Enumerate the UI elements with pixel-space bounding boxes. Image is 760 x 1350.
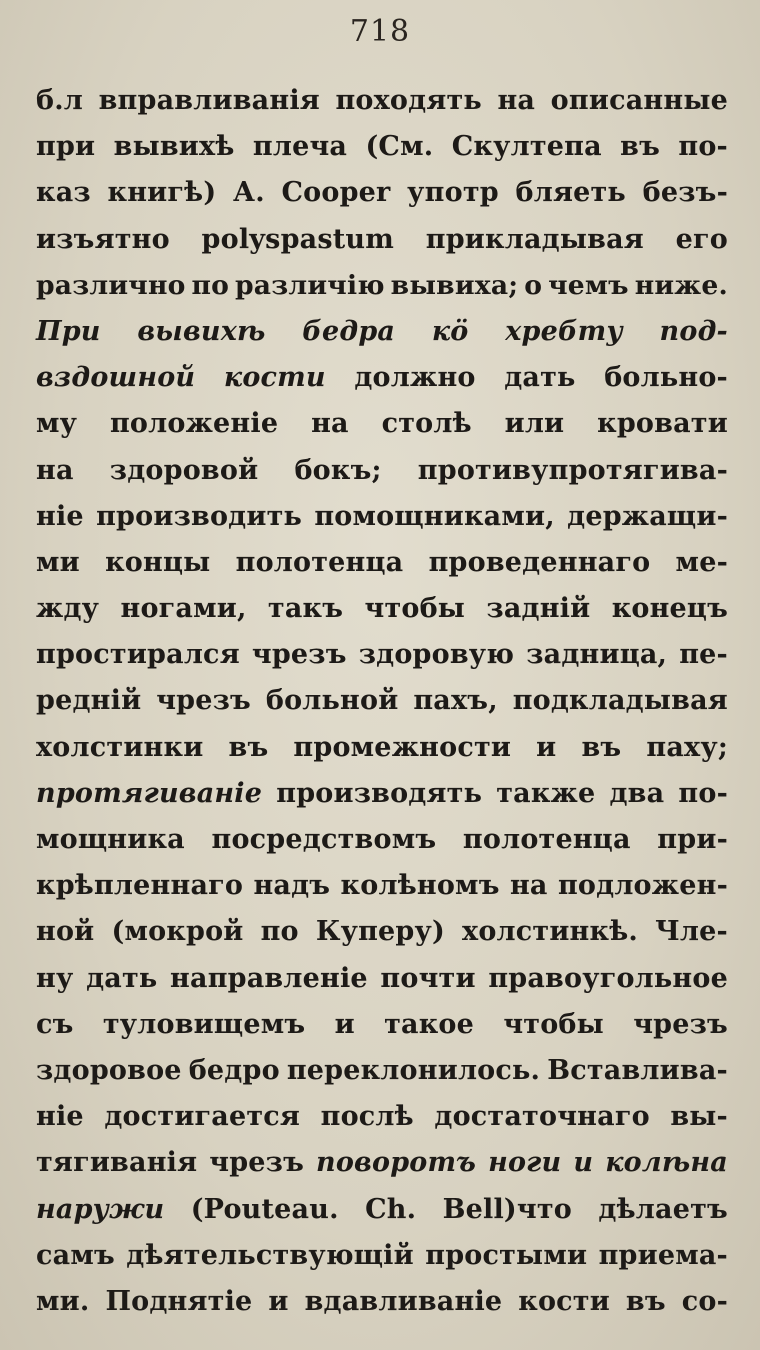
- text-line: [36, 170, 728, 216]
- word: по-: [678, 777, 728, 809]
- text-line: [36, 401, 728, 447]
- word: ну: [36, 962, 74, 994]
- text-line: [36, 771, 728, 817]
- word: подложен-: [557, 870, 728, 902]
- word: поворотъ: [316, 1147, 477, 1179]
- word: чтобы: [364, 593, 466, 625]
- word: вы-: [670, 1101, 728, 1133]
- word: задница,: [526, 639, 668, 671]
- word: конецъ: [611, 593, 728, 625]
- word: съ: [36, 1008, 74, 1040]
- word: холстинки: [36, 731, 204, 763]
- word: также: [496, 777, 596, 809]
- text-line: [36, 586, 728, 632]
- text-line: [36, 1094, 728, 1140]
- word: приема-: [598, 1239, 728, 1271]
- word: изъятно: [36, 223, 170, 255]
- word: ниже.: [634, 269, 728, 301]
- word: ніе: [36, 500, 84, 532]
- text-line: [36, 124, 728, 170]
- word: различно: [36, 269, 186, 301]
- word: б.л: [36, 85, 84, 116]
- word: вывихѣ: [113, 131, 235, 163]
- text-line: [36, 678, 728, 724]
- word: При: [36, 315, 101, 347]
- word: здоровое: [36, 1054, 182, 1086]
- word: достаточнаго: [434, 1101, 650, 1133]
- word: дѣятельствующій: [126, 1239, 414, 1271]
- word: производить: [96, 500, 303, 532]
- word: ногами,: [120, 593, 247, 625]
- word: на: [509, 870, 548, 902]
- word: плеча: [252, 131, 348, 163]
- word: надъ: [253, 870, 331, 902]
- word: подкладывая: [512, 685, 728, 717]
- word: Вставлива-: [547, 1054, 728, 1086]
- text-line: [36, 78, 728, 124]
- word: больно-: [604, 362, 728, 394]
- word: чрезъ: [209, 1147, 305, 1179]
- word: пе-: [679, 639, 728, 671]
- word: простыми: [425, 1239, 588, 1271]
- word: дать: [504, 362, 576, 394]
- word: столѣ: [381, 408, 472, 440]
- page-number: 718: [349, 14, 411, 49]
- text-line: [36, 309, 728, 355]
- word: колѣна: [605, 1147, 728, 1179]
- text-line: [36, 494, 728, 540]
- word: жду: [36, 593, 100, 625]
- text-line: [36, 1187, 728, 1233]
- word: такъ: [267, 593, 344, 625]
- word: по-: [678, 131, 728, 163]
- word: мощника: [36, 824, 185, 855]
- word: полотенца: [235, 546, 404, 578]
- word: тягиванія: [36, 1147, 198, 1179]
- word: паху;: [646, 731, 728, 763]
- word: Bell)что: [442, 1193, 572, 1225]
- word: чемъ: [548, 269, 629, 301]
- word: редній: [36, 685, 142, 717]
- text-line: [36, 263, 728, 309]
- word: и: [573, 1147, 594, 1179]
- text-line: [36, 956, 728, 1002]
- word: вдавливаніе: [304, 1285, 503, 1317]
- word: по: [191, 269, 230, 301]
- word: посредствомъ: [211, 824, 437, 855]
- word: крѣпленнаго: [36, 870, 244, 902]
- word: употр: [407, 177, 499, 209]
- word: ми: [36, 546, 80, 578]
- word: хребту: [505, 315, 623, 347]
- text-line: [36, 725, 728, 771]
- word: производять: [276, 777, 483, 809]
- word: кровати: [597, 408, 728, 440]
- word: пахъ,: [413, 685, 498, 717]
- word: (См.: [365, 131, 434, 163]
- word: почти: [380, 962, 476, 994]
- text-line: [36, 1002, 728, 1048]
- word: ніе: [36, 1101, 84, 1133]
- word: помощниками,: [314, 500, 555, 532]
- text-line: [36, 448, 728, 494]
- word: правоугольное: [488, 962, 728, 994]
- word: на: [36, 454, 74, 486]
- word: при-: [657, 824, 728, 855]
- word: вздошной: [36, 362, 196, 394]
- word: бедра: [302, 315, 396, 347]
- word: вывиха;: [390, 269, 519, 301]
- word: А.: [233, 177, 265, 209]
- word: бокъ;: [294, 454, 382, 486]
- word: ноги: [488, 1147, 562, 1179]
- word: полотенца: [462, 824, 631, 855]
- word: переклонилось.: [286, 1054, 541, 1086]
- word: направленіе: [170, 962, 368, 994]
- word: Поднятіе: [105, 1285, 253, 1317]
- word: со-: [681, 1285, 728, 1317]
- word: задній: [486, 593, 591, 625]
- word: каз: [36, 177, 91, 209]
- word: самъ: [36, 1239, 115, 1271]
- word: кö: [431, 315, 469, 347]
- word: при: [36, 131, 96, 163]
- word: наружи: [36, 1193, 165, 1225]
- word: под-: [659, 315, 728, 347]
- word: въ: [625, 1285, 666, 1317]
- text-line: [36, 217, 728, 263]
- word: должно: [354, 362, 476, 394]
- word: протягиваніе: [36, 777, 263, 809]
- word: промежности: [293, 731, 512, 763]
- word: вывихѣ: [137, 315, 266, 347]
- word: различію: [235, 269, 385, 301]
- word: дать: [86, 962, 158, 994]
- text-line: [36, 909, 728, 955]
- word: ми.: [36, 1285, 90, 1317]
- word: бедро: [188, 1054, 280, 1086]
- word: положеніе: [109, 408, 279, 440]
- text-line: [36, 355, 728, 401]
- word: концы: [105, 546, 211, 578]
- word: (мокрой: [111, 916, 244, 948]
- word: дѣлаетъ: [598, 1193, 728, 1225]
- word: ной: [36, 916, 95, 948]
- word: бляеть: [515, 177, 626, 209]
- word: (Pouteau.: [190, 1193, 339, 1225]
- word: по: [260, 916, 299, 948]
- text-line: [36, 1048, 728, 1094]
- text-line: [36, 1233, 728, 1279]
- word: безъ-: [642, 177, 728, 209]
- word: чтобы: [503, 1008, 604, 1040]
- word: здоровую: [358, 639, 515, 671]
- text-line: [36, 817, 728, 863]
- word: проведеннаго: [428, 546, 651, 578]
- word: Cooper: [281, 177, 391, 209]
- word: туловищемъ: [102, 1008, 306, 1040]
- word: два: [609, 777, 665, 809]
- word: на: [311, 408, 349, 440]
- word: такое: [384, 1008, 475, 1040]
- word: достигается: [104, 1101, 301, 1133]
- word: походять: [335, 85, 482, 116]
- word: послѣ: [320, 1101, 414, 1133]
- word: чрезъ: [633, 1008, 728, 1040]
- word: и: [536, 731, 557, 763]
- word: или: [504, 408, 565, 440]
- word: въ: [228, 731, 269, 763]
- word: Куперу): [315, 916, 445, 948]
- word: на: [497, 85, 536, 116]
- word: книгѣ): [107, 177, 217, 209]
- word: чрезъ: [251, 639, 347, 671]
- word: колѣномъ: [340, 870, 500, 902]
- word: въ: [581, 731, 622, 763]
- word: о: [524, 269, 543, 301]
- word: здоровой: [109, 454, 259, 486]
- word: противупротягива-: [417, 454, 728, 486]
- word: вправливанія: [98, 85, 320, 116]
- word: простирался: [36, 639, 240, 671]
- text-line: [36, 863, 728, 909]
- word: больной: [265, 685, 399, 717]
- word: описанные: [550, 85, 728, 116]
- word: и: [334, 1008, 355, 1040]
- word: держащи-: [567, 500, 728, 532]
- word: въ: [620, 131, 661, 163]
- word: прикладывая: [425, 223, 644, 255]
- word: му: [36, 408, 78, 440]
- word: ме-: [675, 546, 728, 578]
- word: кости: [518, 1285, 610, 1317]
- word: его: [675, 223, 728, 255]
- text-line: [36, 1140, 728, 1186]
- word: Скултепа: [451, 131, 602, 163]
- word: чрезъ: [156, 685, 251, 717]
- text-line: [36, 540, 728, 586]
- text-line: [36, 632, 728, 678]
- word: polyspastum: [201, 223, 395, 255]
- text-line: [36, 1279, 728, 1325]
- word: холстинкѣ.: [462, 916, 638, 948]
- word: Ch.: [365, 1193, 417, 1225]
- word: кости: [223, 362, 326, 394]
- body-text: [36, 78, 728, 1325]
- word: и: [268, 1285, 289, 1317]
- word: Чле-: [655, 916, 728, 948]
